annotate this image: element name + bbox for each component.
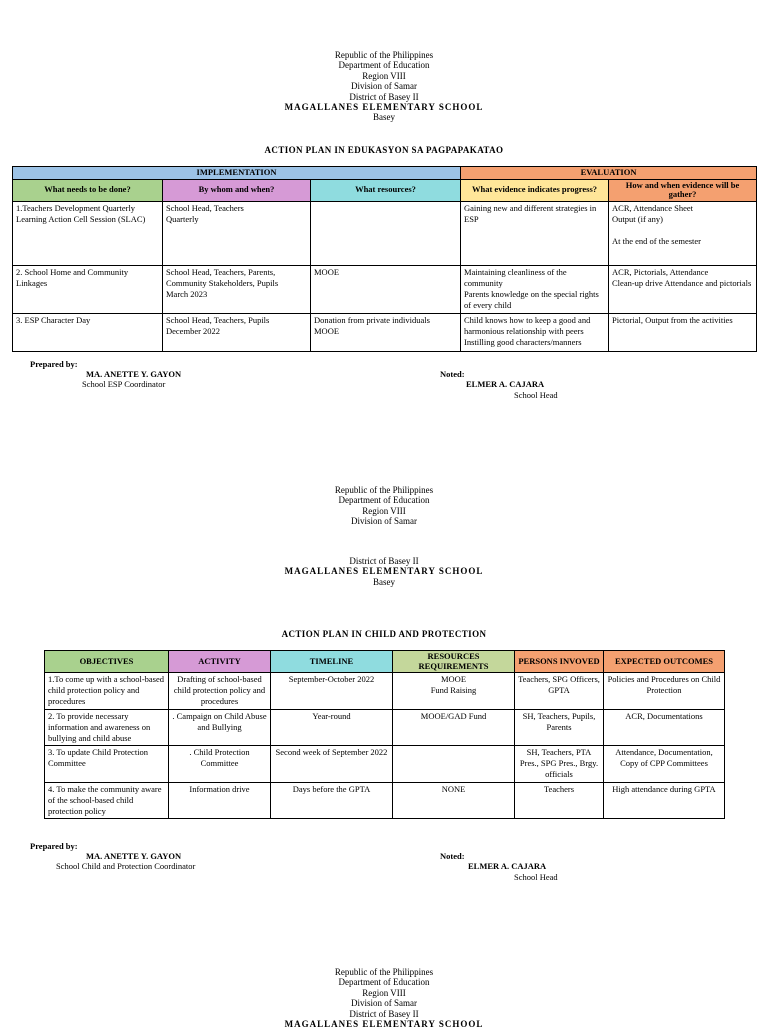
table-row (45, 710, 725, 746)
column-header: By whom and when? (163, 179, 311, 201)
column-header: What resources? (311, 179, 461, 201)
table-cell: NONE (393, 783, 515, 819)
table-cell: School Head, Teachers, Parents, Community Stakeholders, Pupils March 2023 (163, 265, 311, 313)
table-row (13, 313, 757, 351)
column-header: RESOURCES REQUIREMENTS (393, 651, 515, 673)
preparer-role: School Child and Protection Coordinator (56, 861, 196, 871)
table-cell: Teachers (515, 783, 604, 819)
table-cell: Drafting of school-based child protection policy and procedures (169, 673, 271, 710)
preparer-name: MA. ANETTE Y. GAYON (86, 851, 182, 861)
table-cell: 2. School Home and Community Linkages (13, 265, 163, 313)
table-row (45, 673, 725, 710)
column-header: TIMELINE (271, 651, 393, 673)
table-cell: Second week of September 2022 (271, 746, 393, 783)
header-line: Department of Education (338, 60, 430, 71)
child-protection-table (44, 650, 725, 819)
column-header: EXPECTED OUTCOMES (604, 651, 725, 673)
table-cell: Attendance, Documentation, Copy of CPP Committees (604, 746, 725, 783)
noter-role: School Head (514, 872, 558, 882)
table-cell (393, 746, 515, 783)
column-header: What needs to be done? (13, 179, 163, 201)
header-line: District of Basey II (349, 1008, 419, 1019)
school-name: MAGALLANES ELEMENTARY SCHOOL (284, 102, 484, 113)
column-header: ACTIVITY (169, 651, 271, 673)
table-cell: School Head, Teachers, Pupils December 2022 (163, 313, 311, 351)
table-cell: Information drive (169, 783, 271, 819)
doc1-title: ACTION PLAN IN EDUKASYON SA PAGPAPAKATAO (264, 145, 504, 155)
table-cell: Gaining new and different strategies in ESP (461, 201, 609, 265)
table-cell: MOOE Fund Raising (393, 673, 515, 710)
header-line: Division of Samar (351, 516, 417, 527)
town-name: Basey (373, 112, 395, 123)
school-name: MAGALLANES ELEMENTARY SCHOOL (284, 1019, 484, 1029)
header-line: Region VIII (362, 987, 406, 998)
prepared-by-label: Prepared by: (30, 841, 78, 851)
evaluation-header: EVALUATION (461, 167, 757, 180)
header-line: Region VIII (362, 505, 406, 516)
table-cell: 4. To make the community aware of the school-based child protection policy (45, 783, 169, 819)
table-cell: MOOE (311, 265, 461, 313)
table-row (45, 783, 725, 819)
table-cell: School Head, Teachers Quarterly (163, 201, 311, 265)
table-cell: Year-round (271, 710, 393, 746)
district-name: District of Basey II (349, 556, 419, 566)
doc2-title: ACTION PLAN IN CHILD AND PROTECTION (281, 629, 487, 639)
preparer-name: MA. ANETTE Y. GAYON (86, 369, 182, 379)
table-cell: ACR, Attendance Sheet Output (if any) At the end of the semester (609, 201, 757, 265)
noted-label: Noted: (440, 369, 465, 379)
table-cell: Days before the GPTA (271, 783, 393, 819)
table-cell: Pictorial, Output from the activities (609, 313, 757, 351)
prepared-by-label: Prepared by: (30, 359, 78, 369)
noter-name: ELMER A. CAJARA (468, 861, 547, 871)
table-cell: 3. ESP Character Day (13, 313, 163, 351)
table-cell: ACR, Documentations (604, 710, 725, 746)
table-row (13, 201, 757, 265)
header-line: Region VIII (362, 70, 406, 81)
header-line: Division of Samar (351, 998, 417, 1009)
table-cell: Policies and Procedures on Child Protection (604, 673, 725, 710)
header-line: Republic of the Philippines (334, 967, 434, 977)
doc2-letterhead (0, 485, 768, 527)
table-cell: Donation from private individuals MOOE (311, 313, 461, 351)
table-cell: 1.To come up with a school-based child protection policy and procedures (45, 673, 169, 710)
school-name: MAGALLANES ELEMENTARY SCHOOL (284, 566, 484, 577)
noted-label: Noted: (440, 851, 465, 861)
table-cell: 1.Teachers Development Quarterly Learning Action Cell Session (SLAC) (13, 201, 163, 265)
column-header: What evidence indicates progress? (461, 179, 609, 201)
header-line: Department of Education (338, 977, 430, 988)
doc1-letterhead (0, 50, 768, 123)
table-cell: High attendance during GPTA (604, 783, 725, 819)
table-cell: SH, Teachers, Pupils, Parents (515, 710, 604, 746)
header-line: Division of Samar (351, 81, 417, 92)
table-cell (311, 201, 461, 265)
header-line: Department of Education (338, 495, 430, 506)
header-line: Republic of the Philippines (334, 485, 434, 495)
town-name: Basey (373, 576, 395, 587)
table-cell: Maintaining cleanliness of the community Parents knowledge on the special rights of every child (461, 265, 609, 313)
table-cell: SH, Teachers, PTA Pres., SPG Pres., Brgy. officials (515, 746, 604, 783)
noter-name: ELMER A. CAJARA (466, 379, 545, 389)
column-header: OBJECTIVES (45, 651, 169, 673)
doc3-letterhead (0, 967, 768, 1029)
preparer-role: School ESP Coordinator (82, 379, 166, 389)
table-cell: MOOE/GAD Fund (393, 710, 515, 746)
noter-role: School Head (514, 390, 558, 400)
esp-action-plan-table (12, 166, 757, 352)
doc2-letterhead-continued (0, 556, 768, 587)
table-cell: 3. To update Child Protection Committee (45, 746, 169, 783)
prepared-label-text: Prepared by (30, 359, 75, 369)
table-cell: 2. To provide necessary information and awareness on bullying and child abuse (45, 710, 169, 746)
table-cell: . Campaign on Child Abuse and Bullying (169, 710, 271, 746)
table-cell: September-October 2022 (271, 673, 393, 710)
table-row (45, 746, 725, 783)
table-cell: Teachers, SPG Officers, GPTA (515, 673, 604, 710)
header-line: District of Basey II (349, 91, 419, 102)
table-cell: ACR, Pictorials, Attendance Clean-up drive Attendance and pictorials (609, 265, 757, 313)
column-header: PERSONS INVOVED (515, 651, 604, 673)
table-cell: . Child Protection Committee (169, 746, 271, 783)
header-line: Republic of the Philippines (334, 50, 434, 60)
table-row (13, 265, 757, 313)
table-cell: Child knows how to keep a good and harmonious relationship with peers Instilling good characters/manners (461, 313, 609, 351)
prepared-label-text: Prepared by (30, 841, 75, 851)
column-header: How and when evidence will be gather? (609, 179, 757, 201)
implementation-header: IMPLEMENTATION (13, 167, 461, 180)
